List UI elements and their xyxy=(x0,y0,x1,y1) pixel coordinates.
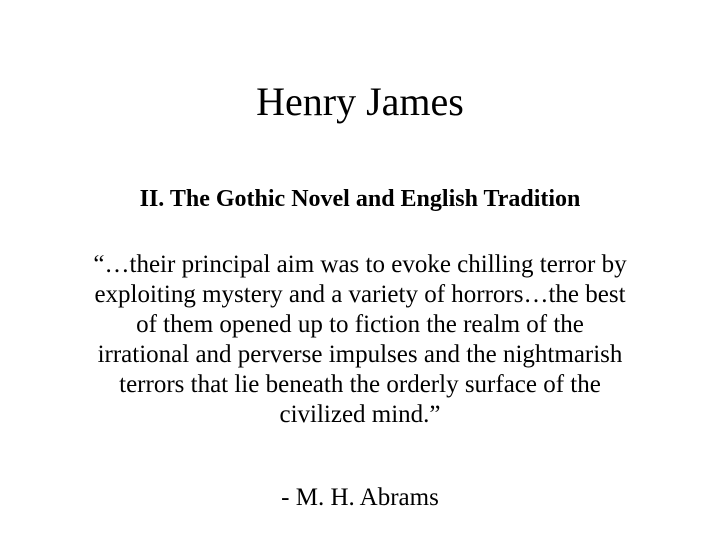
quote-block xyxy=(40,250,680,430)
slide-title: Henry James xyxy=(256,79,464,124)
quote-line: exploiting mystery and a variety of horrors…the best xyxy=(94,281,626,308)
quote-line: “…their principal aim was to evoke chilling terror by xyxy=(93,251,627,278)
quote-line: irrational and perverse impulses and the nightmarish xyxy=(97,341,623,368)
slide-subtitle: II. The Gothic Novel and English Tradition xyxy=(139,186,581,212)
quote-line: of them opened up to fiction the realm of the xyxy=(136,311,584,338)
quote-attribution: - M. H. Abrams xyxy=(281,484,439,511)
quote-line: terrors that lie beneath the orderly surface of the xyxy=(119,371,601,398)
quote-line: civilized mind.” xyxy=(279,401,441,428)
